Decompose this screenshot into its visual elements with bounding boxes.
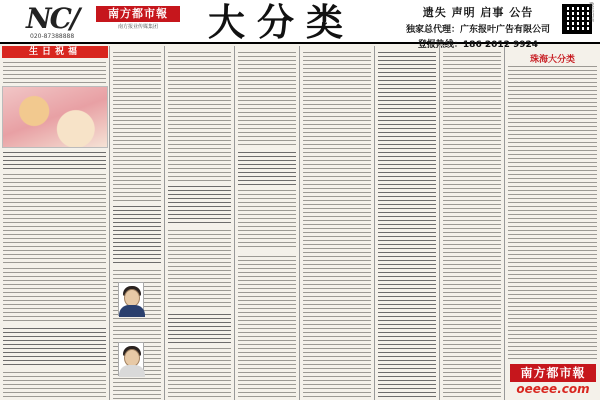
ad-phone: 登报热线：186 2012 9924 [417,40,539,50]
text-block [508,66,597,361]
text-block [113,52,161,202]
ad-info [400,4,556,50]
portrait-photo [118,282,144,316]
newspaper-logo-name: 南方都市報 [96,6,180,22]
text-block [443,52,501,400]
text-block [168,230,231,310]
portrait-photo [118,342,144,376]
qr-label: 微信扫码 [588,2,594,22]
page-title: 大分类 [208,0,355,44]
text-block [3,62,106,86]
text-block [168,186,231,226]
hotline-number: 020-87388888 [30,33,75,40]
column-5 [300,46,375,400]
column-4 [235,46,300,400]
text-block [168,314,231,344]
text-block [378,52,436,400]
text-block [3,328,106,368]
text-block [113,206,161,266]
text-block [3,268,106,324]
ad-agent: 独家总代理：广东报叶广告有限公司 [405,25,550,35]
text-block [303,52,371,400]
portrait-shirt [119,305,145,317]
text-block [238,190,296,250]
text-block [3,174,106,264]
birthday-photo [2,86,108,148]
text-block [238,256,296,400]
column-7 [440,46,505,400]
text-block [3,372,106,400]
ad-categories: 遗失 声明 启事 公告 [422,6,534,19]
newspaper-group: 南方报业传媒集团 [117,24,158,30]
text-block [168,348,231,400]
column-6 [375,46,440,400]
text-block [238,52,296,148]
portrait-shirt [119,365,145,377]
birthday-section-title: 生日祝福 [2,46,108,58]
column-3 [165,46,235,400]
masthead [0,0,600,50]
column-8 [505,46,600,400]
text-block [3,152,106,172]
footer-newspaper-logo: 南方都市報 [510,364,596,382]
text-block [238,152,296,186]
text-block [168,52,231,182]
zhuhai-section-title: 珠海大分类 [529,55,575,65]
footer-site-name: oeeee.com [516,382,590,396]
newspaper-logo-mark: NC/ [26,2,79,35]
